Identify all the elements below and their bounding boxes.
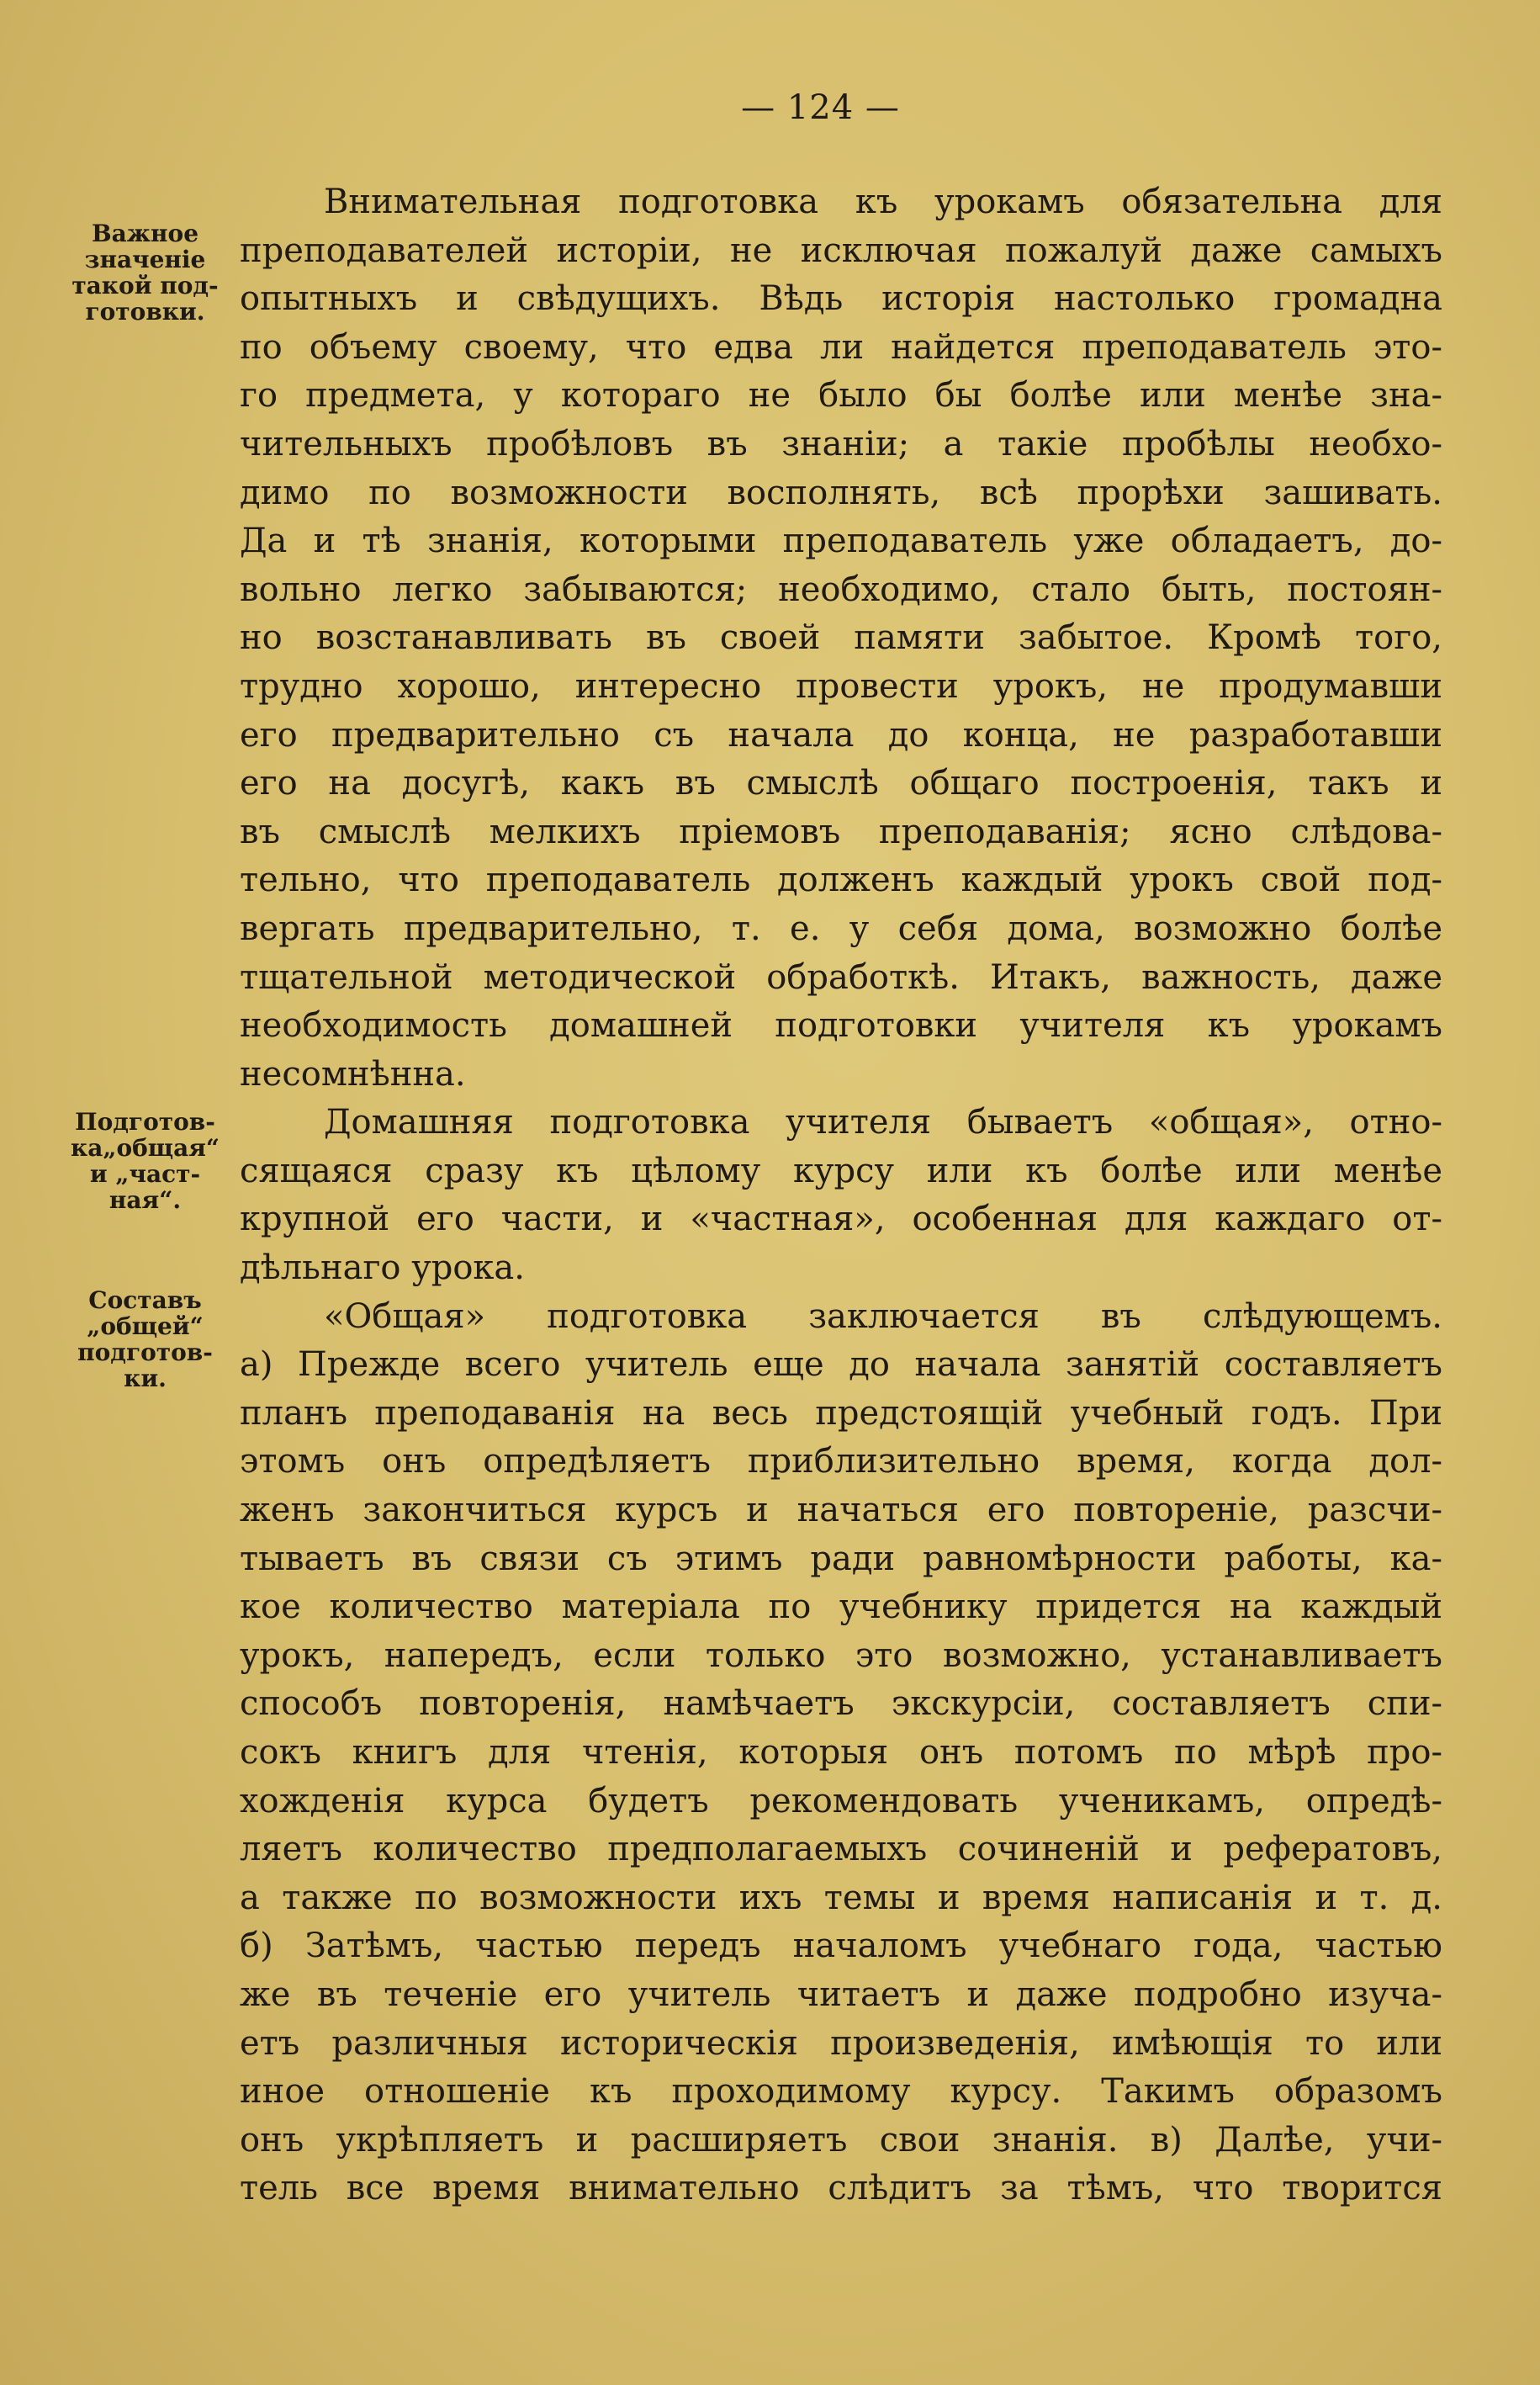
text-line: онъ укрѣпляетъ и расширяетъ свои знанія. в) Далѣе, учи-: [240, 2120, 1442, 2160]
text-line: его на досугѣ, какъ въ смыслѣ общаго построенія, такъ и: [240, 764, 1442, 803]
margin-note-line: и „част-: [89, 1160, 201, 1188]
margin-note-line: Подготов-: [75, 1108, 215, 1136]
margin-note-line: ка„общая“: [70, 1134, 220, 1162]
text-line: иное отношеніе къ проходимому курсу. Такимъ образомъ: [240, 2072, 1442, 2112]
margin-note-importance: [50, 220, 240, 325]
text-line: тщательной методической обработкѣ. Итакъ, важность, даже: [240, 957, 1442, 997]
text-line: го предмета, у котораго не было бы болѣе или менѣе зна-: [240, 376, 1442, 416]
text-line: урокъ, напередъ, если только это возможно, устанавливаетъ: [240, 1635, 1442, 1675]
page-number: — 124 —: [741, 88, 900, 127]
margin-note-line: Составъ: [88, 1286, 202, 1314]
text-line: чительныхъ пробѣловъ въ знаніи; а такіе пробѣлы необхо-: [240, 424, 1442, 464]
text-line: планъ преподаванія на весь предстоящій учебный годъ. При: [240, 1393, 1442, 1433]
text-line: но возстанавливать въ своей памяти забытое. Кромѣ того,: [240, 618, 1442, 658]
text-line: же въ теченіе его учитель читаетъ и даже подробно изуча-: [240, 1974, 1442, 2014]
margin-note-line: такой под-: [71, 272, 219, 299]
text-line: въ смыслѣ мелкихъ пріемовъ преподаванія; ясно слѣдова-: [240, 812, 1442, 851]
text-line: сящаяся сразу къ цѣлому курсу или къ болѣе или менѣе: [240, 1151, 1442, 1190]
margin-note-line: ки.: [124, 1365, 167, 1392]
text-line: Да и тѣ знанія, которыми преподаватель уже обладаетъ, до-: [240, 522, 1442, 561]
text-line: его предварительно съ начала до конца, не разработавши: [240, 715, 1442, 755]
text-line: димо по возможности восполнять, всѣ прорѣхи зашивать.: [240, 473, 1442, 512]
margin-note-general-private: [50, 1109, 240, 1213]
text-line: трудно хорошо, интересно провести урокъ, не продумавши: [240, 666, 1442, 706]
text-line: по объему своему, что едва ли найдется преподаватель это-: [240, 327, 1442, 367]
text-line: способъ повторенія, намѣчаетъ экскурсіи, составляетъ спи-: [240, 1684, 1442, 1724]
margin-note-line: значеніе: [84, 246, 206, 273]
text-line: тываетъ въ связи съ этимъ ради равномѣрности работы, ка-: [240, 1539, 1442, 1578]
margin-note-line: Важное: [91, 220, 199, 247]
body-text: [240, 178, 1442, 2213]
text-line: тельно, что преподаватель долженъ каждый урокъ свой под-: [240, 861, 1442, 900]
margin-note-line: готовки.: [85, 298, 205, 326]
margin-note-line: подготов-: [77, 1338, 213, 1366]
text-line: Внимательная подготовка къ урокамъ обязательна для: [324, 183, 1442, 221]
text-line: тель все время внимательно слѣдитъ за тѣмъ, что творится: [240, 2169, 1442, 2208]
text-line: кое количество матеріала по учебнику придется на каждый: [240, 1587, 1442, 1627]
text-line: женъ закончиться курсъ и начаться его повтореніе, разсчи-: [240, 1491, 1442, 1530]
text-line: етъ различныя историческія произведенія, имѣющія то или: [240, 2023, 1442, 2063]
text-line: Домашняя подготовка учителя бываетъ «общая», отно-: [324, 1103, 1442, 1142]
text-line: несомнѣнна.: [240, 1054, 466, 1094]
margin-note-composition: [50, 1287, 240, 1391]
text-line: крупной его части, и «частная», особенная для каждаго от-: [240, 1200, 1442, 1239]
text-line: сокъ книгъ для чтенія, которыя онъ потомъ по мѣрѣ про-: [240, 1733, 1442, 1772]
text-line: опытныхъ и свѣдущихъ. Вѣдь исторія настолько громадна: [240, 279, 1442, 319]
text-line: дѣльнаго урока.: [240, 1248, 525, 1288]
text-line: необходимость домашней подготовки учителя къ урокамъ: [240, 1006, 1442, 1046]
text-line: этомъ онъ опредѣляетъ приблизительно время, когда дол-: [240, 1442, 1442, 1481]
text-line: а также по возможности ихъ темы и время написанія и т. д.: [240, 1878, 1442, 1917]
margin-note-line: „общей“: [87, 1312, 204, 1340]
margin-note-line: ная“.: [108, 1186, 182, 1214]
text-line: «Общая» подготовка заключается въ слѣдующемъ.: [324, 1296, 1442, 1336]
text-line: ляетъ количество предполагаемыхъ сочиненій и рефератовъ,: [240, 1830, 1442, 1869]
text-line: б) Затѣмъ, частью передъ началомъ учебнаго года, частью: [240, 1927, 1442, 1966]
text-line: преподавателей исторіи, не исключая пожалуй даже самыхъ: [240, 231, 1442, 270]
text-line: вергать предварительно, т. е. у себя дома, возможно болѣе: [240, 909, 1442, 948]
text-line: вольно легко забываются; необходимо, стало быть, постоян-: [240, 570, 1442, 609]
text-line: а) Прежде всего учитель еще до начала занятій составляетъ: [240, 1345, 1442, 1385]
text-line: хожденія курса будетъ рекомендовать ученикамъ, опредѣ-: [240, 1781, 1442, 1821]
